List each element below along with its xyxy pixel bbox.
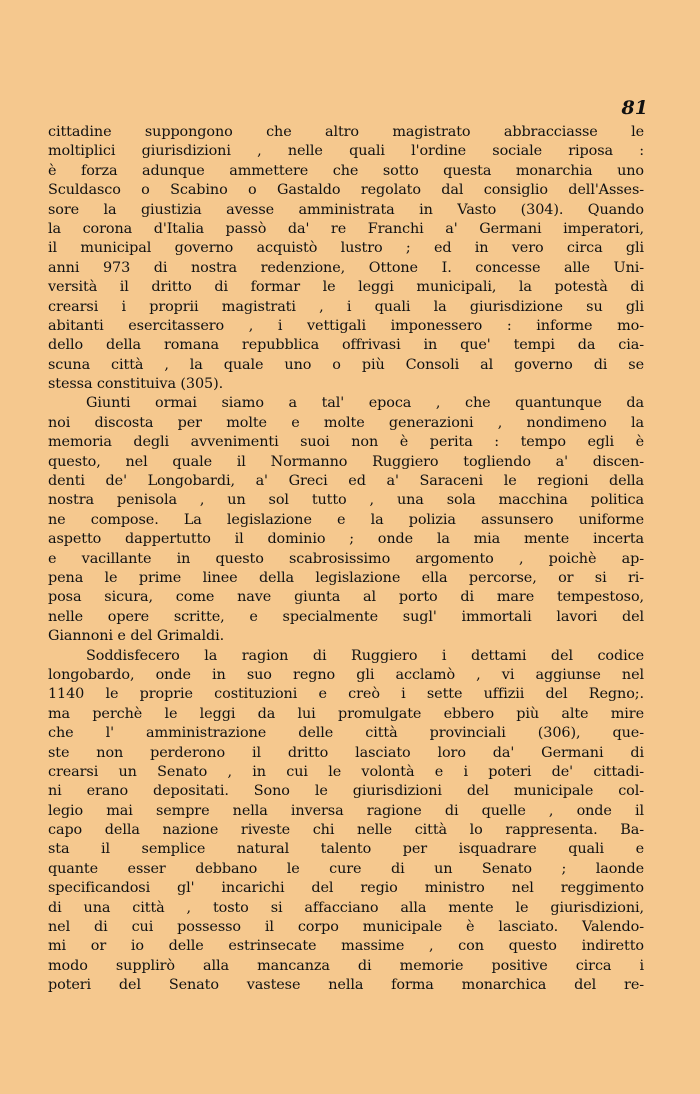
text-line: Giunti ormai siamo a tal' epoca , che quantunque da — [86, 395, 644, 412]
text-line: Sculdasco o Scabino o Gastaldo regolato dal consiglio dell'Asses- — [48, 182, 644, 199]
text-line: ste non perderono il dritto lasciato loro da' Germani di — [48, 744, 644, 761]
text-line: ne compose. La legislazione e la polizia assunsero uniforme — [48, 511, 644, 528]
text-line: nel di cui possesso il corpo municipale è lasciato. Valendo- — [48, 919, 644, 936]
text-line: che l' amministrazione delle città provinciali (306), que- — [48, 725, 644, 742]
text-line: e vacillante in questo scabrosissimo argomento , poichè ap- — [48, 550, 644, 567]
text-line: questo, nel quale il Normanno Ruggiero togliendo a' discen- — [48, 453, 644, 470]
text-line: sta il semplice natural talento per isquadrare quali e — [48, 841, 644, 858]
text-line: Giannoni e del Grimaldi. — [48, 628, 225, 645]
text-line: la corona d'Italia passò da' re Franchi a' Germani imperatori, — [48, 220, 644, 237]
text-line: denti de' Longobardi, a' Greci ed a' Saraceni le regioni della — [48, 473, 644, 490]
text-line: modo supplirò alla mancanza di memorie positive circa i — [48, 957, 644, 974]
text-line: ma perchè le leggi da lui promulgate ebbero più alte mire — [48, 705, 644, 722]
text-line: abitanti esercitassero , i vettigali imponessero : informe mo- — [48, 317, 644, 334]
text-line: versità il dritto di formar le leggi municipali, la potestà di — [48, 279, 644, 296]
text-line: scuna città , la quale uno o più Consoli al governo di se — [48, 356, 644, 373]
text-line: legio mai sempre nella inversa ragione di quelle , onde il — [48, 802, 644, 819]
text-line: Soddisfecero la ragion di Ruggiero i dettami del codice — [86, 647, 644, 664]
text-line: noi discosta per molte e molte generazioni , nondimeno la — [48, 414, 644, 431]
text-line: stessa constituiva (305). — [48, 376, 224, 393]
text-line: 1140 le proprie costituzioni e creò i sette uffizii del Regno;. — [48, 686, 644, 703]
text-line: sore la giustizia avesse amministrata in Vasto (304). Quando — [48, 201, 644, 218]
text-line: moltiplici giurisdizioni , nelle quali l'ordine sociale riposa : — [48, 143, 644, 160]
text-line: posa sicura, come nave giunta al porto di mare tempestoso, — [48, 589, 644, 606]
text-line: capo della nazione riveste chi nelle città lo rappresenta. Ba- — [48, 822, 644, 839]
text-line: mi or io delle estrinsecate massime , con questo indiretto — [48, 938, 644, 955]
text-line: longobardo, onde in suo regno gli acclamò , vi aggiunse nel — [48, 666, 644, 683]
text-line: quante esser debbano le cure di un Senato ; laonde — [48, 860, 644, 877]
text-line: ni erano depositati. Sono le giurisdizioni del municipale col- — [48, 783, 644, 800]
body-text — [48, 123, 644, 996]
text-line: nostra penisola , un sol tutto , una sola macchina politica — [48, 492, 644, 509]
text-line: specificandosi gl' incarichi del regio ministro nel reggimento — [48, 880, 644, 897]
page-number: 81 — [621, 97, 648, 119]
text-line: il municipal governo acquistò lustro ; ed in vero circa gli — [48, 240, 644, 257]
text-line: aspetto dappertutto il dominio ; onde la mia mente incerta — [48, 531, 644, 548]
text-line: crearsi i proprii magistrati , i quali la giurisdizione su gli — [48, 298, 644, 315]
text-line: è forza adunque ammettere che sotto questa monarchia uno — [48, 162, 644, 179]
text-line: di una città , tosto si affacciano alla mente le giurisdizioni, — [48, 899, 644, 916]
text-line: anni 973 di nostra redenzione, Ottone I. concesse alle Uni- — [48, 259, 644, 276]
text-line: cittadine suppongono che altro magistrato abbracciasse le — [48, 124, 644, 140]
text-line: crearsi un Senato , in cui le volontà e i poteri de' cittadi- — [48, 763, 644, 780]
text-line: pena le prime linee della legislazione ella percorse, or si ri- — [48, 569, 644, 586]
text-line: nelle opere scritte, e specialmente sugl' immortali lavori del — [48, 608, 644, 625]
text-line: poteri del Senato vastese nella forma monarchica del re- — [48, 977, 644, 994]
text-line: dello della romana repubblica offrivasi in que' tempi da cia- — [48, 337, 644, 354]
text-line: memoria degli avvenimenti suoi non è perita : tempo egli è — [48, 434, 644, 451]
